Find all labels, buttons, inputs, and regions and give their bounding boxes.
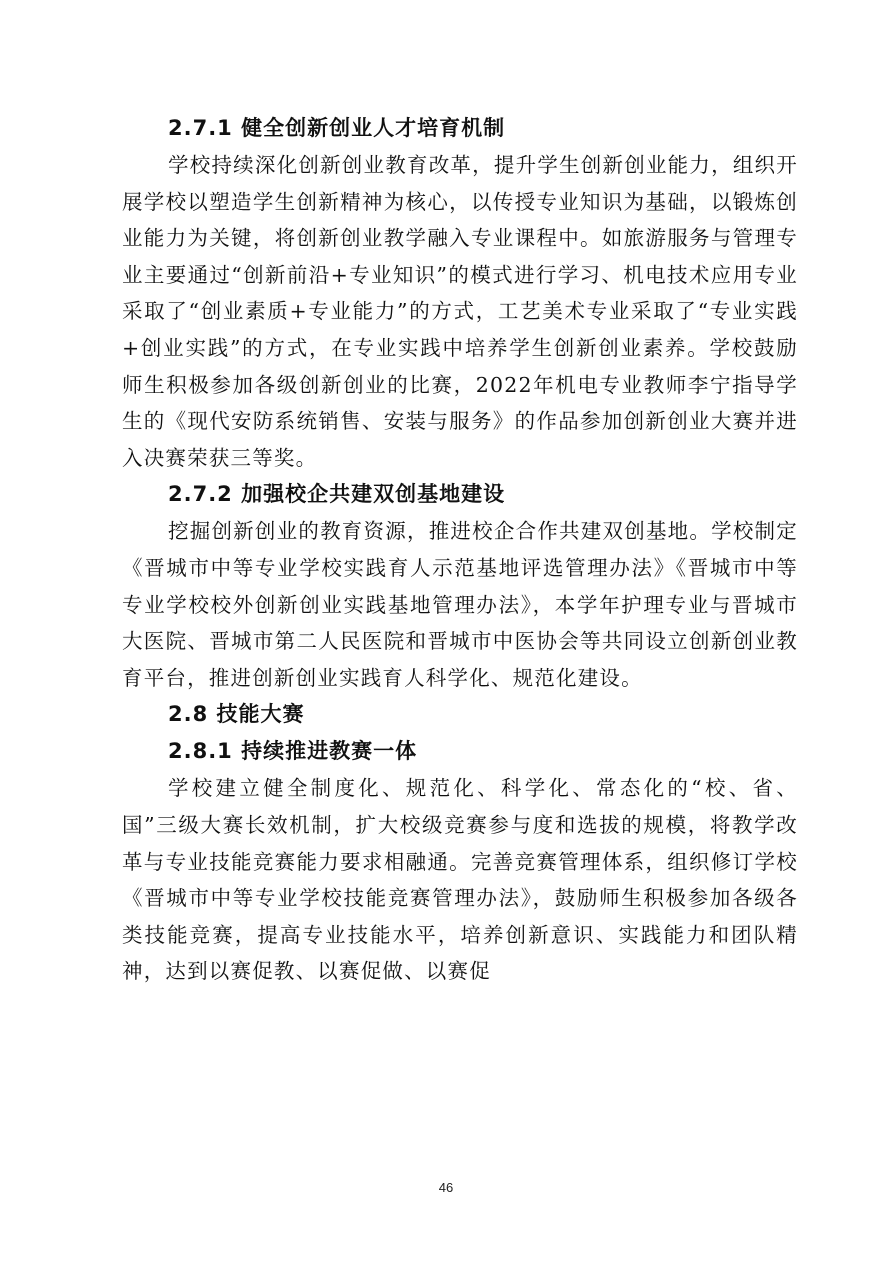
section-heading-2-7-2: 2.7.2 加强校企共建双创基地建设 — [168, 482, 506, 507]
page-content — [122, 110, 798, 990]
section-heading-2-7-1: 2.7.1 健全创新创业人才培育机制 — [168, 116, 506, 140]
section-body-2-7-2: 挖掘创新创业的教育资源，推进校企合作共建双创基地。学校制定《晋城市中等专业学校实践育人示范基地评选管理办法》《晋城市中等专业学校校外创新创业实践基地管理办法》，本学年护理专业与晋城市大医院、晋城市第二人民医院和晋城市中医协会等共同设立创新创业教育平台，推进创新创业实践育人科学化、规范化建设。 — [122, 519, 798, 690]
section-body-2-8-1: 学校建立健全制度化、规范化、科学化、常态化的“校、省、国”三级大赛长效机制，扩大校级竞赛参与度和选拔的规模，将教学改革与专业技能竞赛能力要求相融通。完善竞赛管理体系，组织修订学校《晋城市中等专业学校技能竞赛管理办法》，鼓励师生积极参加各级各类技能竞赛，提高专业技能水平，培养创新意识、实践能力和团队精神，达到以赛促教、以赛促做、以赛促 — [122, 776, 798, 984]
section-heading-2-8-1: 2.8.1 持续推进教赛一体 — [168, 739, 418, 764]
section-heading-2-8: 2.8 技能大赛 — [168, 702, 305, 727]
page-number: 46 — [438, 1180, 454, 1195]
section-body-2-7-1: 学校持续深化创新创业教育改革，提升学生创新创业能力，组织开展学校以塑造学生创新精神为核心，以传授专业知识为基础，以锻炼创业能力为关键，将创新创业教学融入专业课程中。如旅游服务与管理专业主要通过“创新前沿+专业知识”的模式进行学习、机电技术应用专业采取了“创业素质+专业能力”的方式，工艺美术专业采取了“专业实践+创业实践”的方式，在专业实践中培养学生创新创业素养。学校鼓励师生积极参加各级创新创业的比赛，2022年机电专业教师李宁指导学生的《现代安防系统销售、安装与服务》的作品参加创新创业大赛并进入决赛荣获三等奖。 — [122, 153, 798, 470]
